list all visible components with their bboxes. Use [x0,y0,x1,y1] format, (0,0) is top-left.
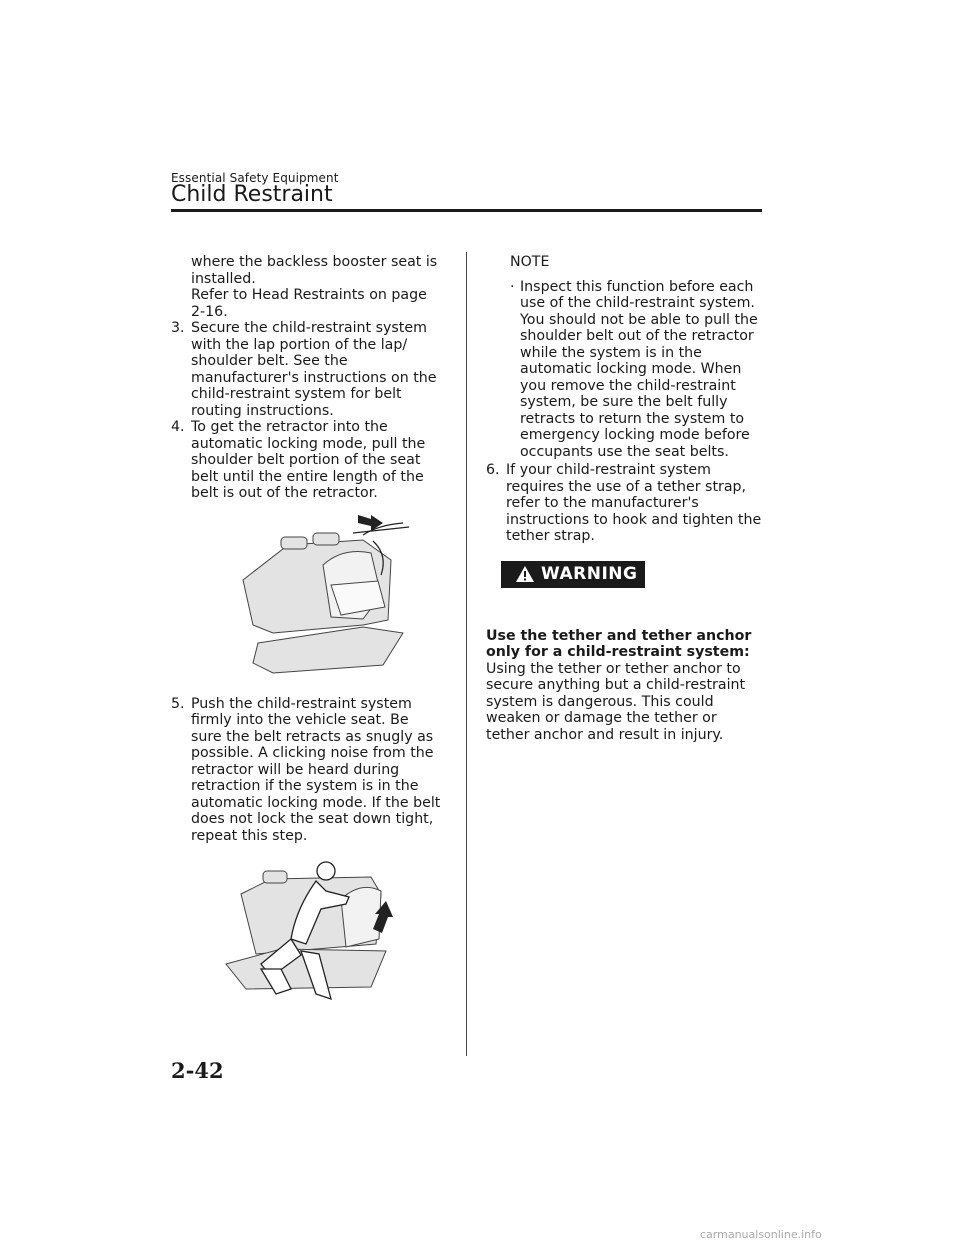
warning-title: Use the tether and tether anchor only for a child-restraint system: [486,627,752,660]
step-6 [486,462,762,545]
step-5-text: Push the child-restraint system firmly into the vehicle seat. Be sure the belt retracts as snugly as possible. A clicking noise from the retractor will be heard during retraction if the system is in the automatic locking mode. If the belt does not lock the seat down tight, repeat this step. [191,695,441,844]
note-bullet [510,279,762,461]
note-label: NOTE [510,254,550,270]
note-bullet-text: Inspect this function before each use of the child-restraint system. You should not be able to pull the shoulder belt out of the retractor while the system is in the automatic locking mode. When you remove the child-restraint system, be sure the belt fully retracts to return the system to emergency locking mode before occupants use the seat belts. [520,278,758,460]
chapter-title: Child Restraint [171,182,333,207]
arrow-icon [358,515,383,531]
illustration-retractor-pull [213,515,433,683]
step-3-text: Secure the child-restraint system with the lap portion of the lap/ shoulder belt. See the manufacturer's instructions on the child-restraint system for belt routing instructions. [191,320,437,419]
warning-badge [501,561,645,588]
warning-text: Using the tether or tether anchor to secure anything but a child-restraint system is dangerous. This could weaken or damage the tether or tether anchor and result in injury. [486,660,746,743]
header-rule [171,209,762,212]
step-5-number: 5. [171,695,185,712]
column-divider [466,252,467,1056]
step-4 [171,419,443,502]
footer-watermark: carmanualsonline.info [700,1228,822,1241]
step-5 [171,696,443,845]
left-column [171,254,443,1009]
step-4-number: 4. [171,419,185,435]
warning-triangle-icon [515,565,535,583]
page-number: 2-42 [171,1058,224,1083]
bullet-marker: · [510,278,515,295]
step-3 [171,320,443,419]
step-3-number: 3. [171,320,185,336]
step-6-text: If your child-restraint system requires the use of a tether strap, refer to the manufacturer's instructions to hook and tighten the tether strap. [506,462,762,544]
continued-line-1: where the backless booster seat is [191,254,438,270]
reference-line-2: 2-16. [191,303,228,320]
step-6-number: 6. [486,462,500,478]
section-label: Essential Safety Equipment [171,171,339,185]
step-4-text: To get the retractor into the automatic locking mode, pull the shoulder belt portion of the seat belt until the entire length of the belt is out of the retractor. [191,419,426,501]
right-column [486,254,762,743]
illustration-push-seat [221,859,417,1009]
reference-line-1: Refer to Head Restraints on page [191,287,427,303]
warning-label: WARNING [541,563,638,584]
continued-line-2: installed. [191,270,256,287]
